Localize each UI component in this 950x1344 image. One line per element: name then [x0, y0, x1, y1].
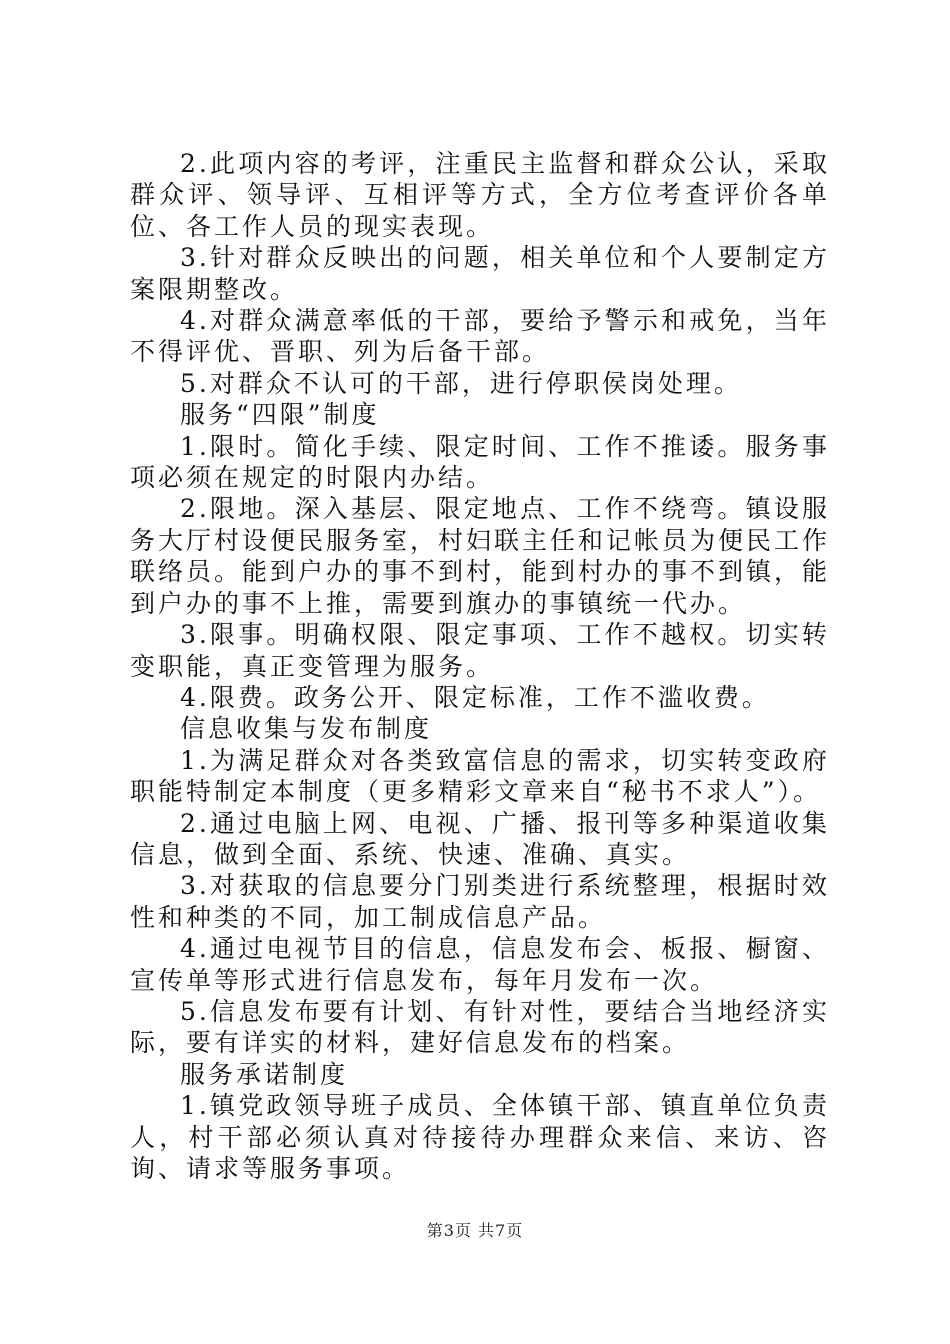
paragraph: 3.限事。明确权限、限定事项、工作不越权。切实转变职能，真正变管理为服务。 [130, 620, 830, 681]
section-heading: 服务承诺制度 [180, 1059, 349, 1089]
paragraph: 2.此项内容的考评，注重民主监督和群众公认，采取群众评、领导评、互相评等方式，全方位考查评价各单位、各工作人员的现实表现。 [130, 149, 830, 241]
paragraph: 5.信息发布要有计划、有针对性，要结合当地经济实际，要有详实的材料，建好信息发布的档案。 [130, 996, 830, 1058]
document-body [130, 148, 830, 1184]
paragraph: 1.限时。简化手续、限定时间、工作不推诿。服务事项必须在规定的时限内办结。 [130, 431, 830, 493]
paragraph: 3.对获取的信息要分门别类进行系统整理，根据时效性和种类的不同，加工制成信息产品。 [130, 871, 830, 932]
paragraph: 5.对群众不认可的干部，进行停职侯岗处理。 [180, 368, 742, 398]
paragraph: 4.通过电视节目的信息，信息发布会、板报、橱窗、宣传单等形式进行信息发布，每年月发布一次。 [130, 934, 830, 995]
page-footer: 第3页 共7页 [426, 1221, 524, 1240]
paragraph: 1.镇党政领导班子成员、全体镇干部、镇直单位负责人，村干部必须认真对待接待办理群众来信、来访、咨询、请求等服务事项。 [130, 1091, 830, 1183]
paragraph: 4.限费。政务公开、限定标准，工作不滥收费。 [180, 682, 770, 712]
section-heading: 服务“四限”制度 [180, 400, 380, 430]
paragraph: 2.限地。深入基层、限定地点、工作不绕弯。镇设服务大厅村设便民服务室，村妇联主任和记帐员为便民工作联络员。能到户办的事不到村，能到村办的事不到镇，能到户办的事不上推，需要到旗办的事镇统一代办。 [130, 494, 831, 618]
paragraph: 4.对群众满意率低的干部，要给予警示和戒免，当年不得评优、晋职、列为后备干部。 [130, 306, 830, 367]
paragraph: 2.通过电脑上网、电视、广播、报刊等多种渠道收集信息，做到全面、系统、快速、准确、真实。 [130, 808, 830, 869]
paragraph: 1.为满足群众对各类致富信息的需求，切实转变政府职能特制定本制度（更多精彩文章来自“秘书不求人”）。 [130, 745, 830, 807]
section-heading: 信息收集与发布制度 [180, 714, 433, 744]
paragraph: 3.针对群众反映出的问题，相关单位和个人要制定方案限期整改。 [130, 243, 830, 304]
